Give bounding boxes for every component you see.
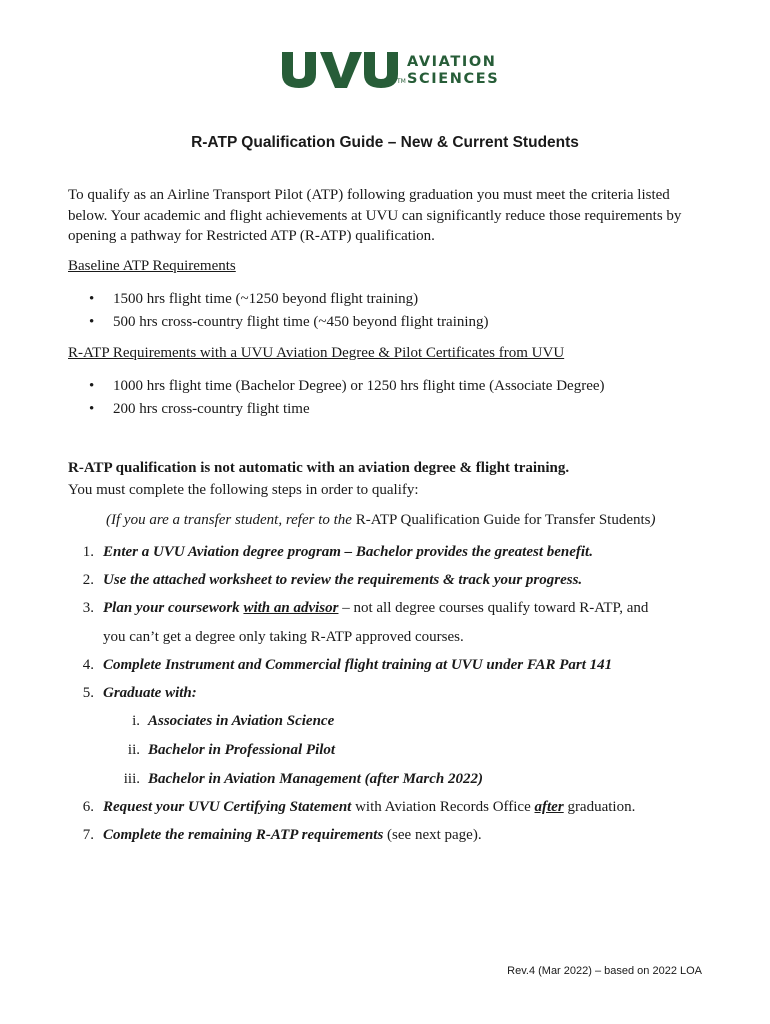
substep-text: Bachelor in Professional Pilot [148,742,336,758]
note-italic: (If you are a transfer student, refer to the [106,512,356,528]
step-text: Enter a UVU Aviation degree program – Bachelor provides the greatest benefit. [103,544,593,560]
step-text [103,827,482,844]
step-number: 7. [82,827,94,843]
substep-number: iii. [123,771,140,787]
logo-line-aviation: AVIATION [407,54,497,70]
step-rest: – not all degree courses qualify toward R-ATP, and [338,600,649,616]
substep-number: ii. [127,742,140,758]
list-item: • 1500 hrs flight time (~1250 beyond flight training) [68,288,489,311]
uvu-logo-mark [280,48,406,90]
page-title: R-ATP Qualification Guide – New & Current Students [191,134,579,151]
step-underlined: with an advisor [243,600,339,616]
trademark: TM [397,78,406,85]
uvu-aviation-logo [280,48,499,90]
step-bold: Complete the remaining R-ATP requirements [103,827,384,843]
intro-paragraph: To qualify as an Airline Transport Pilot (ATP) following graduation you must meet the criteria listed below. Your academic and flight achievements at UVU can significantly reduce those requirements by opening a pathway for Restricted ATP (R-ATP) qualification. [68,187,682,244]
substep-text: Associates in Aviation Science [148,713,335,729]
step-number: 4. [82,657,94,673]
step-number: 2. [82,572,94,588]
revision-footer: Rev.4 (Mar 2022) – based on 2022 LOA [507,965,702,977]
list-item: • 1000 hrs flight time (Bachelor Degree) or 1250 hrs flight time (Associate Degree) [68,375,605,398]
note-close: ) [650,512,656,528]
substep-text: Bachelor in Aviation Management (after March 2022) [148,771,484,787]
step-text: Complete Instrument and Commercial flight training at UVU under FAR Part 141 [103,657,613,673]
list-item: • 500 hrs cross-country flight time (~450 beyond flight training) [68,311,489,334]
ratp-heading: R-ATP Requirements with a UVU Aviation Degree & Pilot Certificates from UVU [68,345,565,361]
step-end: (see next page). [383,827,482,843]
step-mid: with Aviation Records Office [351,799,535,815]
step-bold: Request your UVU Certifying Statement [103,799,352,815]
step-text: Graduate with: [103,685,197,701]
step-number: 6. [82,799,94,815]
transfer-note [106,512,656,529]
logo-text [407,54,499,88]
notice-plain: You must complete the following steps in order to qualify: [68,482,419,498]
step-text: you can’t get a degree only taking R-ATP approved courses. [103,629,464,645]
substep-number: i. [132,713,140,729]
step-text [103,799,635,816]
baseline-heading: Baseline ATP Requirements [68,258,236,274]
step-text [103,600,648,617]
notice-bold: R-ATP qualification is not automatic with an aviation degree & flight training. [68,460,570,476]
note-guide-title: R-ATP Qualification Guide for Transfer Students [355,512,651,528]
step-number: 1. [82,544,94,560]
baseline-list [68,288,489,334]
step-number: 5. [82,685,94,701]
step-end: graduation. [563,799,636,815]
logo-line-sciences: SCIENCES [407,71,500,87]
list-item: • 200 hrs cross-country flight time [68,398,605,421]
ratp-list [68,375,605,421]
step-underlined: after [534,799,564,815]
step-number: 3. [82,600,94,616]
step-bold: Plan your coursework [103,600,244,616]
step-text: Use the attached worksheet to review the requirements & track your progress. [103,572,583,588]
